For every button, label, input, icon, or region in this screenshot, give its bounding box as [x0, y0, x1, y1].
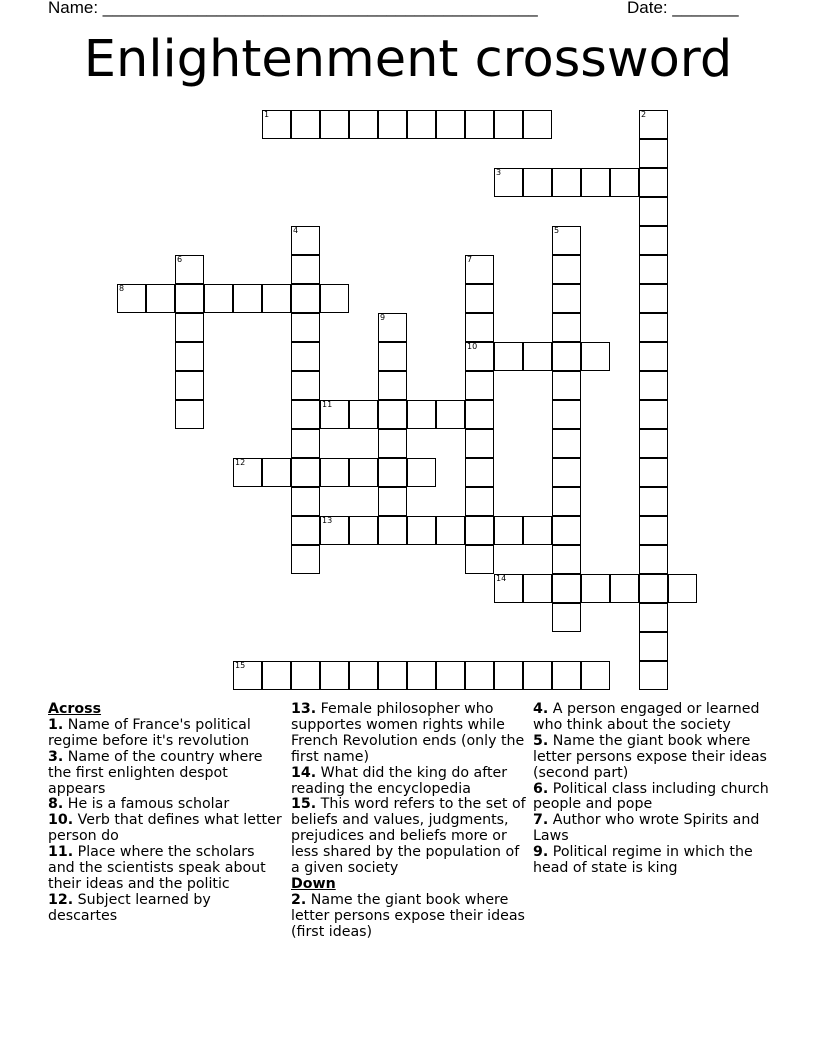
grid-cell[interactable] [639, 371, 668, 400]
grid-cell[interactable] [262, 458, 291, 487]
clue-down-2: 2. Name the giant book where letter persons expose their ideas (first ideas) [291, 891, 525, 940]
grid-cell[interactable] [552, 603, 581, 632]
clue-across-15: 15. This word refers to the set of beliefs and values, judgments, prejudices and beliefs more or less shared by the population of a given society [291, 796, 526, 877]
grid-cell[interactable] [610, 574, 639, 603]
grid-cell[interactable] [407, 458, 436, 487]
grid-cell[interactable] [291, 429, 320, 458]
cell-number: 11 [322, 400, 333, 409]
grid-cell[interactable] [465, 110, 494, 139]
grid-cell[interactable] [581, 168, 610, 197]
grid-cell[interactable] [407, 400, 436, 429]
grid-cell[interactable] [378, 342, 407, 371]
grid-cell[interactable] [407, 661, 436, 690]
clue-across-1: 1. Name of France's political regime before it's revolution [48, 716, 251, 749]
grid-cell[interactable] [465, 313, 494, 342]
grid-cell[interactable] [465, 371, 494, 400]
grid-cell[interactable] [552, 487, 581, 516]
grid-cell[interactable] [233, 458, 262, 487]
grid-cell[interactable] [494, 574, 523, 603]
grid-cell[interactable] [552, 284, 581, 313]
cell-number: 13 [322, 516, 333, 525]
grid-cell[interactable] [291, 487, 320, 516]
grid-cell[interactable] [639, 168, 668, 197]
cell-number: 2 [641, 110, 647, 119]
grid-cell[interactable] [639, 342, 668, 371]
grid-cell[interactable] [465, 284, 494, 313]
cell-number: 9 [380, 313, 386, 322]
clue-across-14: 14. What did the king do after reading the encyclopedia [291, 764, 508, 797]
cell-number: 5 [554, 226, 560, 235]
clue-down-7: 7. Author who wrote Spirits and Laws [533, 812, 760, 845]
grid-cell[interactable] [349, 110, 378, 139]
grid-cell[interactable] [581, 574, 610, 603]
grid-cell[interactable] [523, 342, 552, 371]
clues-column-2 [291, 702, 527, 941]
grid-cell[interactable] [175, 284, 204, 313]
grid-cell[interactable] [639, 255, 668, 284]
grid-cell[interactable] [523, 574, 552, 603]
grid-cell[interactable] [378, 371, 407, 400]
grid-cell[interactable] [552, 342, 581, 371]
grid-cell[interactable] [639, 313, 668, 342]
grid-cell[interactable] [465, 545, 494, 574]
grid-cell[interactable] [320, 284, 349, 313]
grid-cell[interactable] [320, 458, 349, 487]
grid-cell[interactable] [465, 342, 494, 371]
cell-number: 14 [496, 574, 507, 583]
grid-cell[interactable] [639, 139, 668, 168]
grid-cell[interactable] [552, 574, 581, 603]
grid-cell[interactable] [262, 284, 291, 313]
grid-cell[interactable] [465, 661, 494, 690]
grid-cell[interactable] [146, 284, 175, 313]
grid-cell[interactable] [639, 197, 668, 226]
grid-cell[interactable] [291, 313, 320, 342]
grid-cell[interactable] [639, 400, 668, 429]
grid-cell[interactable] [552, 429, 581, 458]
clue-across-13: 13. Female philosopher who supportes women rights while French Revolution ends (only the first name) [291, 701, 525, 765]
grid-cell[interactable] [378, 400, 407, 429]
grid-cell[interactable] [320, 661, 349, 690]
clue-down-6: 6. Political class including church people and pope [533, 780, 769, 813]
grid-cell[interactable] [291, 458, 320, 487]
date-field[interactable]: Date: _______ [627, 0, 739, 17]
clue-down-4: 4. A person engaged or learned who think about the society [533, 701, 760, 733]
grid-cell[interactable] [291, 400, 320, 429]
grid-cell[interactable] [320, 110, 349, 139]
grid-cell[interactable] [117, 284, 146, 313]
grid-cell[interactable] [639, 545, 668, 574]
cell-number: 10 [467, 342, 478, 351]
grid-cell[interactable] [233, 661, 262, 690]
grid-cell[interactable] [320, 516, 349, 545]
grid-cell[interactable] [175, 342, 204, 371]
grid-cell[interactable] [552, 458, 581, 487]
grid-cell[interactable] [436, 400, 465, 429]
grid-cell[interactable] [639, 284, 668, 313]
grid-cell[interactable] [639, 516, 668, 545]
cell-number: 15 [235, 661, 246, 670]
grid-cell[interactable] [494, 342, 523, 371]
clue-across-12: 12. Subject learned by descartes [48, 891, 211, 924]
grid-cell[interactable] [291, 342, 320, 371]
grid-cell[interactable] [407, 110, 436, 139]
grid-cell[interactable] [465, 516, 494, 545]
grid-cell[interactable] [378, 516, 407, 545]
grid-cell[interactable] [175, 400, 204, 429]
clue-down-5: 5. Name the giant book where letter persons expose their ideas (second part) [533, 732, 767, 781]
grid-cell[interactable] [378, 313, 407, 342]
grid-cell[interactable] [668, 574, 697, 603]
clue-across-8: 8. He is a famous scholar [48, 796, 230, 813]
grid-cell[interactable] [552, 168, 581, 197]
grid-cell[interactable] [291, 110, 320, 139]
grid-cell[interactable] [523, 661, 552, 690]
page-title: Enlightenment crossword [83, 30, 733, 89]
grid-cell[interactable] [436, 516, 465, 545]
grid-cell[interactable] [349, 458, 378, 487]
grid-cell[interactable] [378, 487, 407, 516]
cell-number: 8 [119, 284, 125, 293]
grid-cell[interactable] [291, 516, 320, 545]
grid-cell[interactable] [262, 110, 291, 139]
clue-across-10: 10. Verb that defines what letter person do [48, 812, 282, 845]
grid-cell[interactable] [291, 661, 320, 690]
grid-cell[interactable] [581, 342, 610, 371]
grid-cell[interactable] [552, 255, 581, 284]
grid-cell[interactable] [175, 371, 204, 400]
across-heading: Across [48, 701, 102, 717]
grid-cell[interactable] [552, 371, 581, 400]
grid-cell[interactable] [378, 110, 407, 139]
grid-cell[interactable] [552, 661, 581, 690]
grid-cell[interactable] [465, 255, 494, 284]
clue-down-9: 9. Political regime in which the head of state is king [533, 844, 753, 877]
grid-cell[interactable] [175, 255, 204, 284]
grid-cell[interactable] [639, 429, 668, 458]
grid-cell[interactable] [291, 284, 320, 313]
grid-cell[interactable] [291, 255, 320, 284]
cell-number: 7 [467, 255, 473, 264]
grid-cell[interactable] [552, 313, 581, 342]
cell-number: 12 [235, 458, 246, 467]
grid-cell[interactable] [349, 400, 378, 429]
grid-cell[interactable] [523, 110, 552, 139]
down-heading: Down [291, 875, 336, 892]
clue-across-3: 3. Name of the country where the first enlighten despot appears [48, 748, 263, 797]
grid-cell[interactable] [639, 574, 668, 603]
grid-cell[interactable] [639, 226, 668, 255]
cell-number: 1 [264, 110, 270, 119]
grid-cell[interactable] [581, 661, 610, 690]
grid-cell[interactable] [436, 661, 465, 690]
grid-cell[interactable] [204, 284, 233, 313]
cell-number: 4 [293, 226, 299, 235]
grid-cell[interactable] [378, 429, 407, 458]
grid-cell[interactable] [523, 516, 552, 545]
grid-cell[interactable] [494, 110, 523, 139]
grid-cell[interactable] [465, 458, 494, 487]
grid-cell[interactable] [378, 458, 407, 487]
grid-cell[interactable] [436, 110, 465, 139]
grid-cell[interactable] [610, 168, 639, 197]
clues-column-3 [533, 702, 773, 877]
grid-cell[interactable] [291, 226, 320, 255]
grid-cell[interactable] [378, 661, 407, 690]
grid-cell[interactable] [465, 400, 494, 429]
grid-cell[interactable] [494, 168, 523, 197]
clue-across-11: 11. Place where the scholars and the scientists speak about their ideas and the politic [48, 844, 266, 892]
grid-cell[interactable] [349, 516, 378, 545]
grid-cell[interactable] [291, 545, 320, 574]
grid-cell[interactable] [175, 313, 204, 342]
cell-number: 3 [496, 168, 502, 177]
grid-cell[interactable] [639, 110, 668, 139]
grid-cell[interactable] [639, 458, 668, 487]
grid-cell[interactable] [523, 168, 552, 197]
grid-cell[interactable] [494, 516, 523, 545]
cell-number: 6 [177, 255, 183, 264]
grid-cell[interactable] [233, 284, 262, 313]
grid-cell[interactable] [639, 661, 668, 690]
grid-cell[interactable] [639, 632, 668, 661]
grid-cell[interactable] [639, 487, 668, 516]
grid-cell[interactable] [407, 516, 436, 545]
grid-cell[interactable] [552, 226, 581, 255]
grid-cell[interactable] [552, 516, 581, 545]
grid-cell[interactable] [291, 371, 320, 400]
grid-cell[interactable] [465, 487, 494, 516]
grid-cell[interactable] [465, 429, 494, 458]
grid-cell[interactable] [320, 400, 349, 429]
grid-cell[interactable] [552, 400, 581, 429]
clues-column-1 [48, 702, 283, 925]
grid-cell[interactable] [552, 545, 581, 574]
grid-cell[interactable] [494, 661, 523, 690]
name-field[interactable]: Name: ______________________________________________ [48, 0, 538, 17]
grid-cell[interactable] [349, 661, 378, 690]
grid-cell[interactable] [262, 661, 291, 690]
grid-cell[interactable] [639, 603, 668, 632]
